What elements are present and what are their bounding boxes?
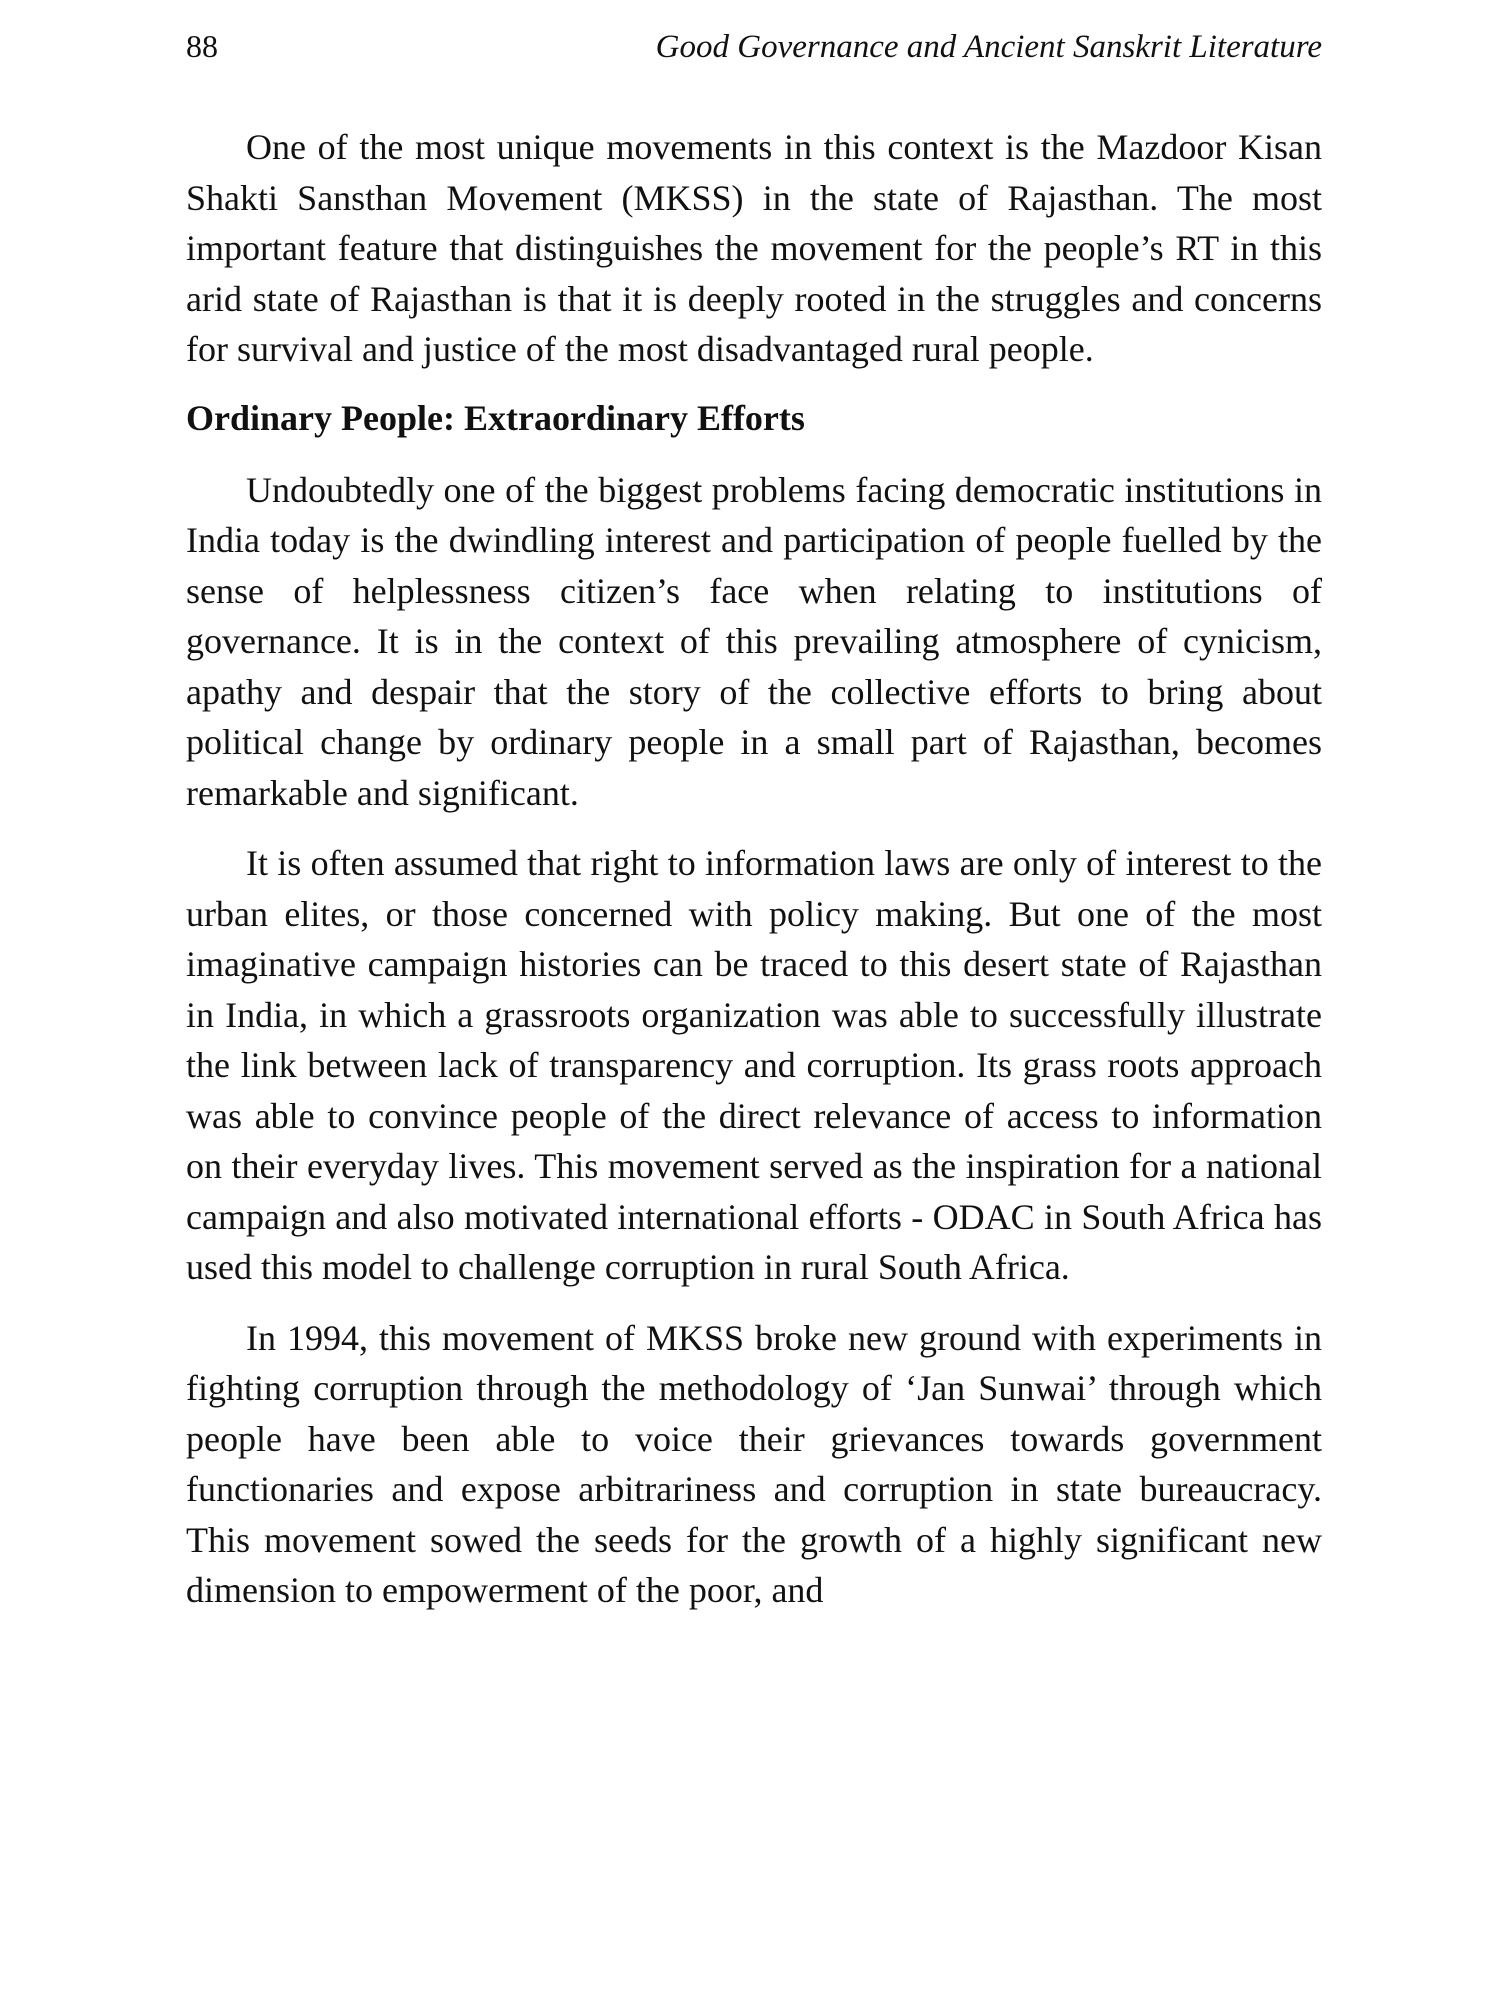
paragraph: It is often assumed that right to information laws are only of interest to the urban elites, or those concerned with policy making. But one of the most imaginative campaign histories can be traced to this desert state of Rajasthan in India, in which a grassroots organization was able to successfully illustrate the link between lack of transparency and corruption. Its grass roots approach was able to convince people of the direct relevance of access to information on their everyday lives. This movement served as the inspiration for a national campaign and also motivated international efforts - ODAC in South Africa has used this model to challenge corruption in rural South Africa. — [186, 843, 1322, 1287]
running-header — [186, 22, 1322, 70]
paragraph: In 1994, this movement of MKSS broke new ground with experiments in fighting corruption through the methodology of ‘Jan Sunwai’ through which people have been able to voice their grievances towards government functionaries and expose arbitrariness and corruption in state bureaucracy. This movement sowed the seeds for the growth of a highly significant new dimension to empowerment of the poor, and — [186, 1317, 1322, 1610]
page-number: 88 — [186, 28, 218, 64]
paragraph-intro: One of the most unique movements in this context is the Mazdoor Kisan Shakti Sansthan Movement (MKSS) in the state of Rajasthan. The most important feature that distinguishes the movement for the people’s RT in this arid state of Rajasthan is that it is deeply rooted in the struggles and concerns for survival and justice of the most disadvantaged rural people. — [186, 127, 1322, 369]
body-text — [186, 122, 1322, 1616]
book-title: Good Governance and Ancient Sanskrit Literature — [655, 29, 1322, 65]
paragraph: Undoubtedly one of the biggest problems facing democratic institutions in India today is the dwindling interest and participation of people fuelled by the sense of helplessness citizen’s face when relating to institutions of governance. It is in the context of this prevailing atmosphere of cynicism, apathy and despair that the story of the collective efforts to bring about political change by ordinary people in a small part of Rajasthan, becomes remarkable and significant. — [186, 469, 1322, 813]
section-heading: Ordinary People: Extraordinary Efforts — [186, 397, 805, 438]
